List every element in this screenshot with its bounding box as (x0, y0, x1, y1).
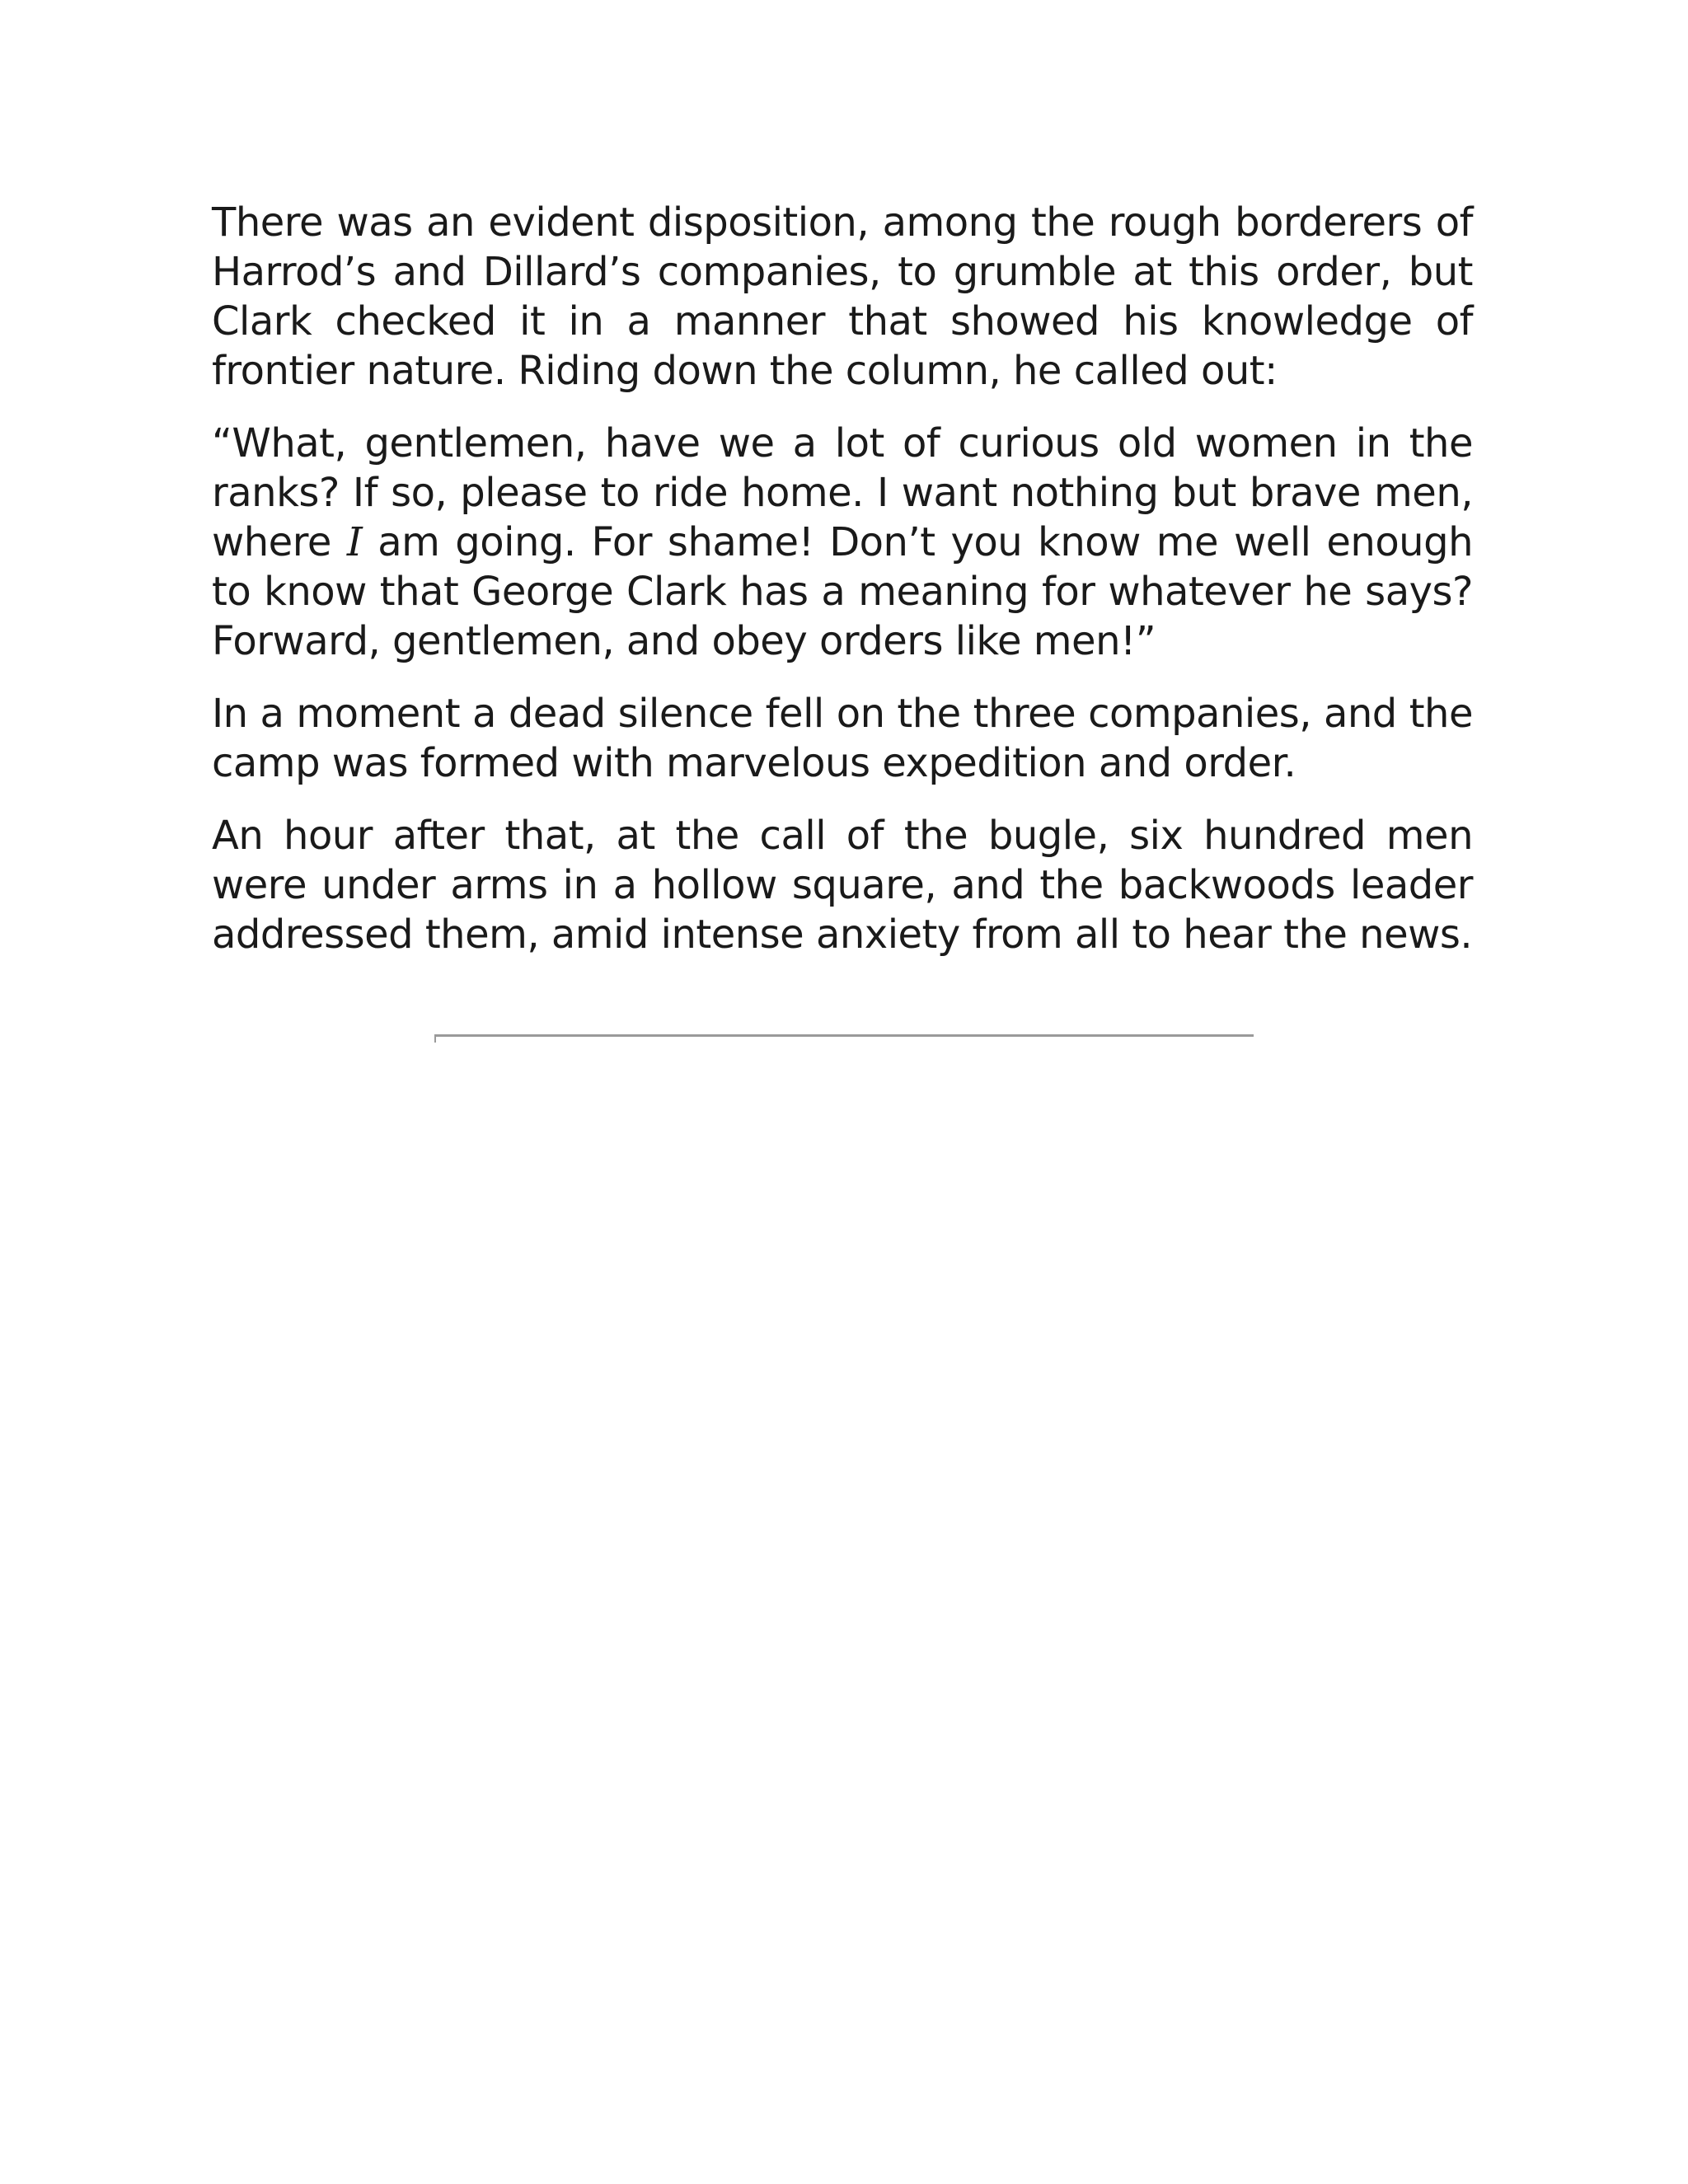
paragraph-2-emphasis: I (346, 519, 363, 565)
paragraph-2 (212, 419, 1473, 666)
paragraph-4: An hour after that, at the call of the bugle, six hundred men were under arms in a hollow square, and the backwoods leader addressed them, amid intense anxiety from all to hear the news. (212, 813, 1473, 958)
page-body (212, 198, 1473, 982)
section-divider (434, 1034, 1254, 1037)
paragraph-2-before: “What, gentlemen, have we a lot of curious old women in the ranks? If so, please to ride home. I want nothing but brave men, where (212, 420, 1473, 565)
paragraph-2-after: am going. For shame! Don’t you know me well enough to know that George Clark has a meaning for whatever he says? Forward, gentlemen, and obey orders like men!” (212, 519, 1473, 664)
paragraph-1: There was an evident disposition, among the rough borderers of Harrod’s and Dillard’s companies, to grumble at this order, but Clark checked it in a manner that showed his knowledge of frontier nature. Riding down the column, he called out: (212, 199, 1473, 394)
paragraph-3: In a moment a dead silence fell on the three companies, and the camp was formed with marvelous expedition and order. (212, 691, 1473, 786)
